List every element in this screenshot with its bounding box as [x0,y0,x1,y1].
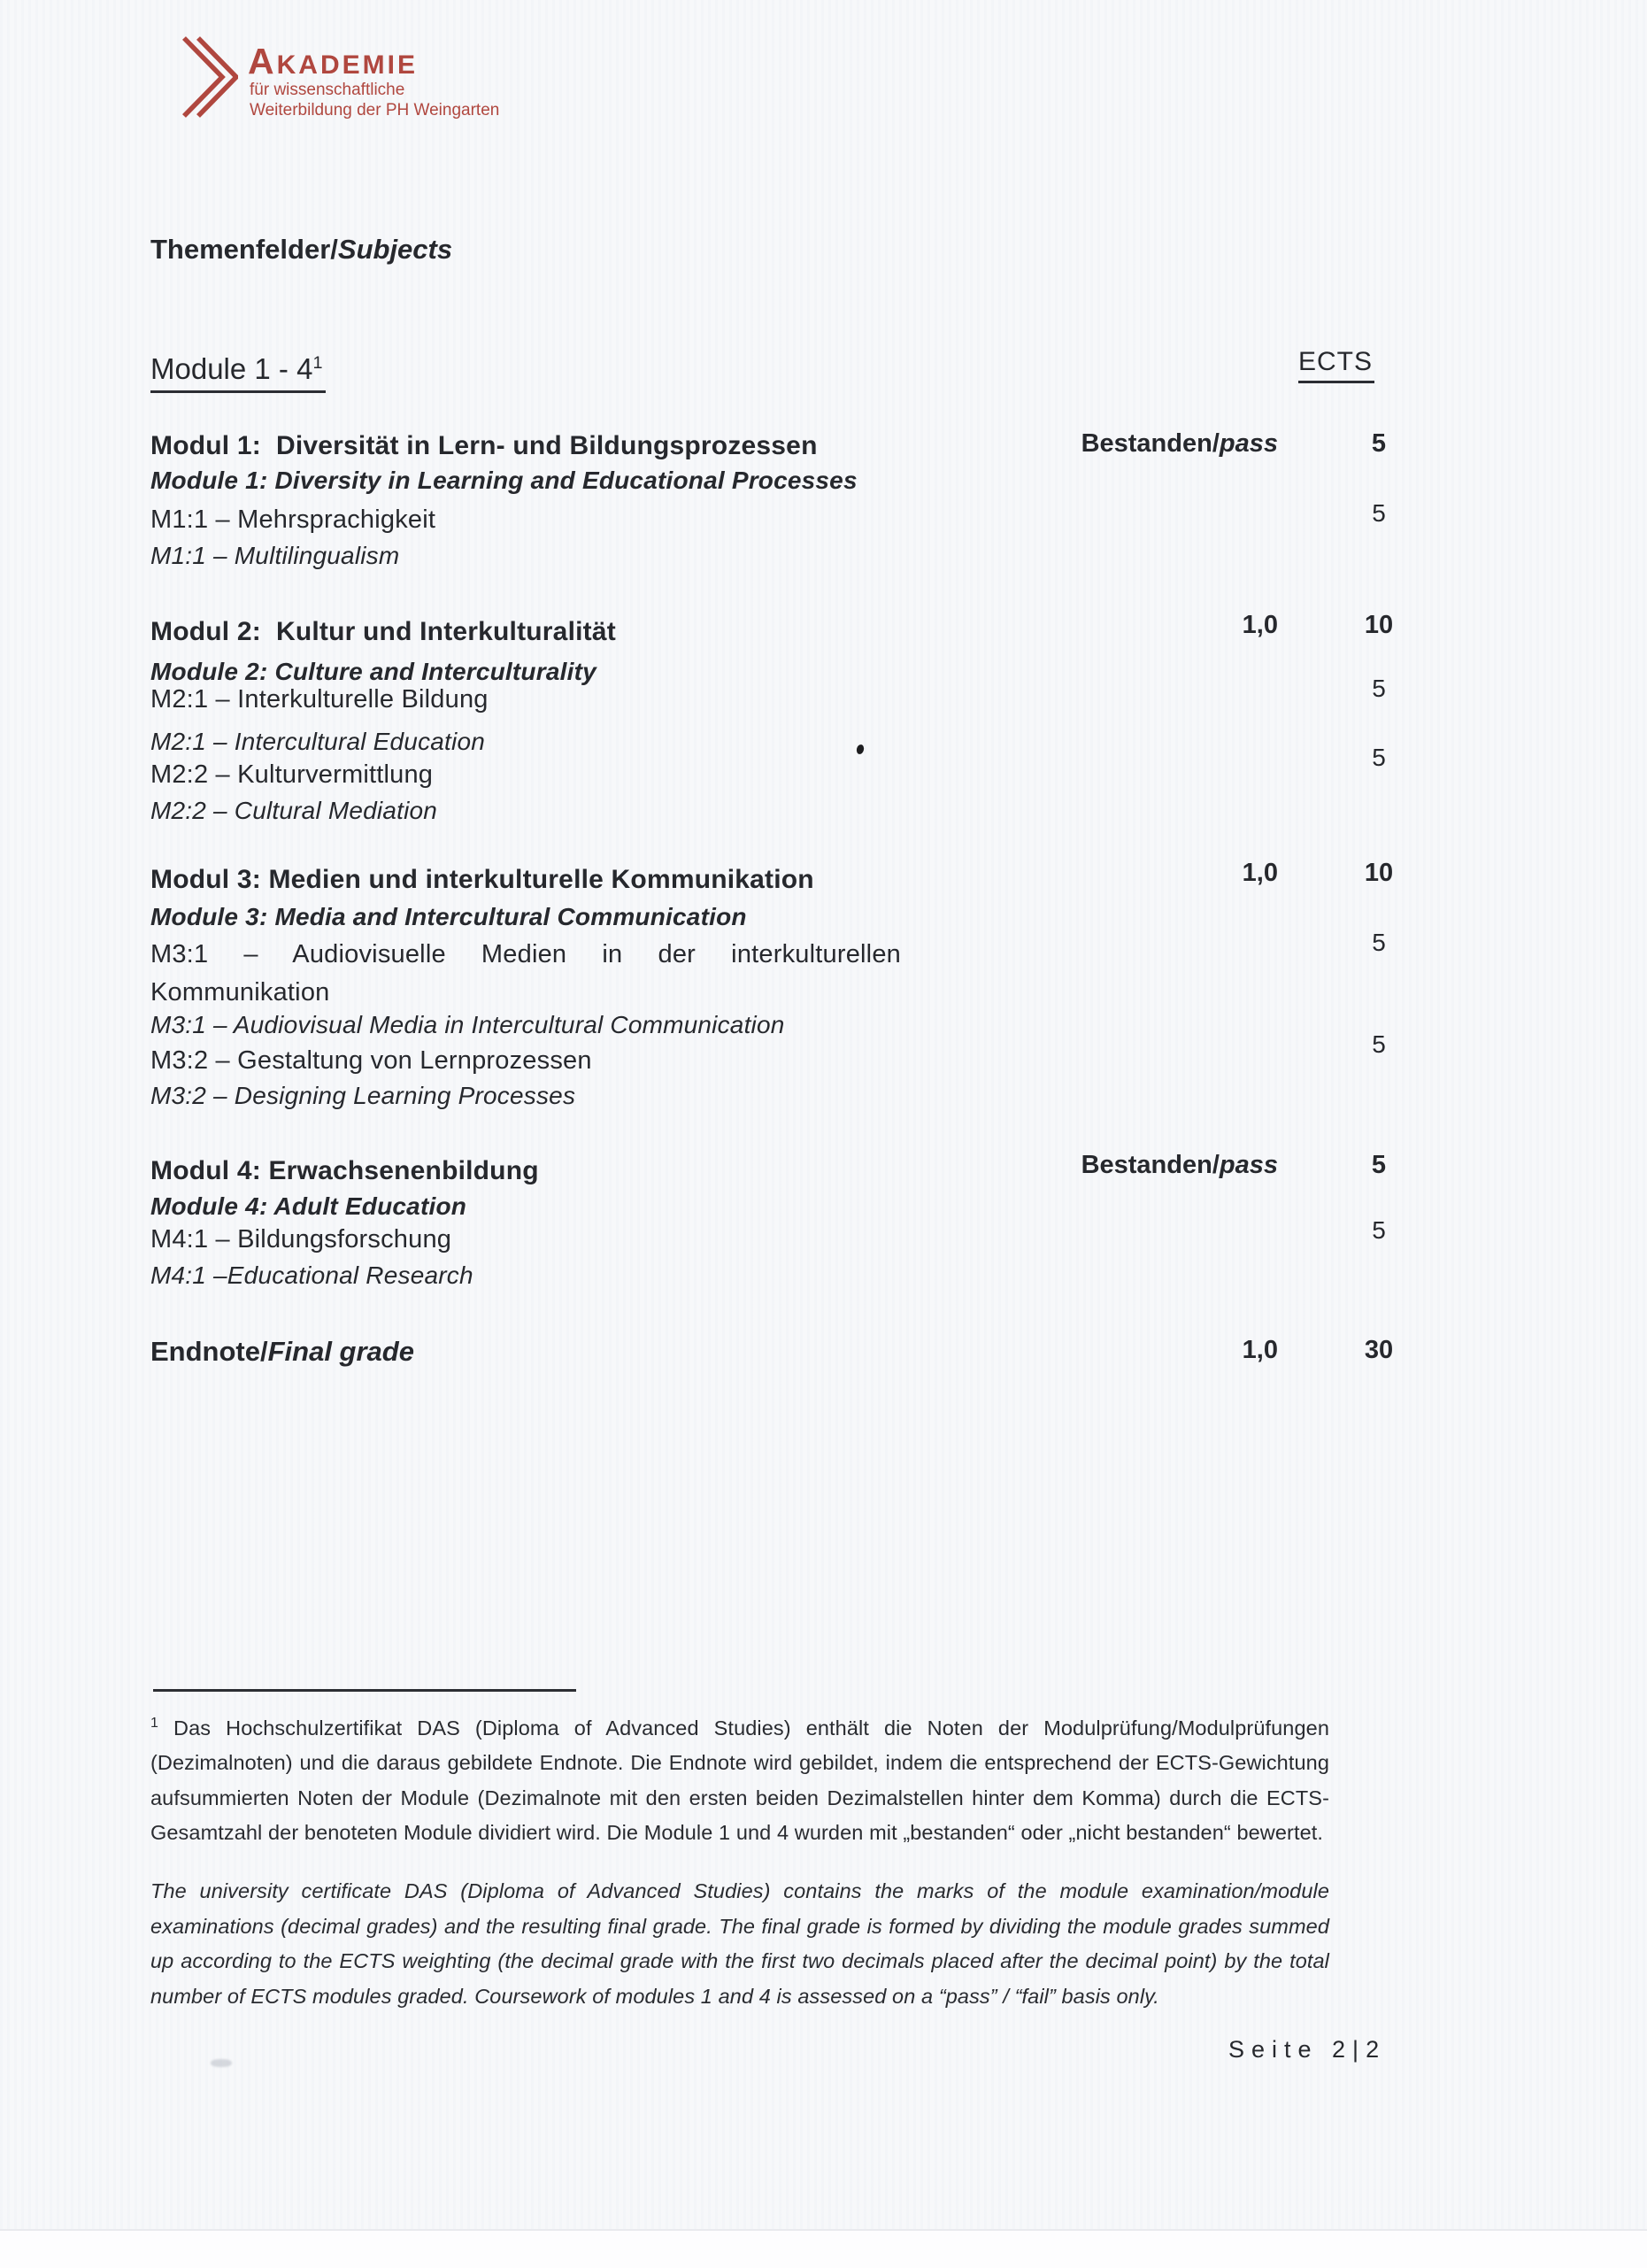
scan-smudge [211,2059,232,2067]
footnote-separator-rule [153,1689,576,1692]
module3-grade-main: 1,0 [1242,859,1278,887]
module4-item1-ects: 5 [1372,1216,1386,1244]
module1-grade-main: Bestanden/ [1081,429,1220,458]
module1-ects: 5 [1371,429,1387,458]
akademie-logo [181,34,730,140]
module2-title-de: Modul 2: Kultur und Interkulturalität [150,617,616,646]
module3-item2-en: M3:2 – Designing Learning Processes [150,1082,576,1109]
module4-grade-main: Bestanden/ [1081,1151,1220,1179]
module2-item1-de: M2:1 – Interkulturelle Bildung [150,685,489,714]
module3-title-en: Module 3: Media and Intercultural Communication [150,903,747,930]
section-title-de: Themenfelder/ [150,234,338,265]
module3-grade [924,859,1278,888]
module1-item1-de: M1:1 – Mehrsprachigkeit [150,505,436,534]
module4-item1-en: M4:1 –Educational Research [150,1261,473,1289]
scan-ink-dot [856,744,865,755]
module2-ects: 10 [1364,611,1394,639]
module4-item1-de: M4:1 – Bildungsforschung [150,1225,452,1254]
scan-bottom-edge [0,2229,1647,2268]
footnote-german-text: Das Hochschulzertifikat DAS (Diploma of Advanced Studies) enthält die Noten der Modulprüfung/Modulprüfungen (Dezimalnoten) und die daraus gebildete Endnote. Die Endnote wird gebildet, indem die entsprechend der ECTS-Gewichtung aufsummierten Noten der Module (Dezimalnote mit den ersten beiden Dezimalstellen hinter dem Komma) durch die ECTS-Gesamtzahl der benoteten Module dividiert wird. Die Module 1 und 4 wurden mit „bestanden“ oder „nicht bestanden“ bewertet. [150,1716,1329,1845]
footnote-reference-marker: 1 [312,353,323,373]
module3-ects: 10 [1364,859,1394,887]
module2-item2-en: M2:2 – Cultural Mediation [150,797,438,824]
module1-title-en: Module 1: Diversity in Learning and Educational Processes [150,467,858,494]
double-chevron-icon [181,35,238,119]
logo-rest: KADEMIE [276,50,418,80]
module1-item1-en: M1:1 – Multilingualism [150,542,400,569]
module3-item1-ects: 5 [1372,929,1386,956]
modules-range-heading [150,352,326,393]
footnote-english-text: The university certificate DAS (Diploma of Advanced Studies) contains the marks of the module examination/module examinations (decimal grades) and the resulting final grade. The final grade is formed by dividing the module grades summed up according to the ECTS weighting (the decimal grade with the first two decimals placed after the decimal point) by the total number of ECTS modules graded. Coursework of modules 1 and 4 is assessed on a “pass” / “fail” basis only. [150,1879,1329,2008]
module4-grade-italic: pass [1219,1151,1278,1179]
module4-ects: 5 [1371,1151,1387,1179]
section-title-en: Subjects [337,234,453,265]
module4-grade [924,1151,1278,1180]
module1-grade-italic: pass [1219,429,1278,458]
modules-range-label: Module 1 - 4 [150,352,313,385]
section-title [150,234,452,266]
ects-label: ECTS [1298,347,1374,383]
ects-column-heading [1298,347,1374,383]
final-grade-label-en: Final grade [267,1336,414,1367]
module2-item2-de: M2:2 – Kulturvermittlung [150,760,434,789]
module1-item1-ects: 5 [1372,499,1386,527]
final-grade-label-de: Endnote/ [150,1336,268,1367]
final-ects-total: 30 [1364,1336,1394,1364]
module2-grade-main: 1,0 [1242,611,1278,639]
logo-initial: A [248,41,277,81]
module2-title-en: Module 2: Culture and Interculturality [150,658,596,685]
module2-item2-ects: 5 [1372,744,1386,771]
module3-item2-de: M3:2 – Gestaltung von Lernprozessen [150,1046,592,1075]
module2-item1-ects: 5 [1372,675,1386,702]
logo-wordmark [248,41,418,82]
page-number: Seite 2|2 [1228,2036,1387,2063]
module4-title-de: Modul 4: Erwachsenenbildung [150,1156,539,1185]
module1-grade [924,429,1278,459]
final-grade-value: 1,0 [1242,1336,1278,1364]
module3-item1-de: M3:1 – Audiovisuelle Medien in der interkulturellen Kommunikation [150,940,901,1007]
module3-item1-en: M3:1 – Audiovisual Media in Intercultural Communication [150,1011,785,1038]
logo-subtitle-line1: für wissenschaftliche [250,81,405,99]
footnote-english [150,1874,1329,2014]
module2-grade [924,611,1278,640]
footnote-german [150,1706,1329,1851]
module3-item2-ects: 5 [1372,1030,1386,1058]
final-grade-label [150,1336,414,1368]
module2-item1-en: M2:1 – Intercultural Education [150,728,485,755]
module4-title-en: Module 4: Adult Education [150,1192,467,1220]
module3-title-de: Modul 3: Medien und interkulturelle Kommunikation [150,865,814,894]
module1-title-de: Modul 1: Diversität in Lern- und Bildungsprozessen [150,431,818,460]
logo-subtitle-line2: Weiterbildung der PH Weingarten [250,101,500,120]
footnote-number: 1 [150,1716,158,1731]
